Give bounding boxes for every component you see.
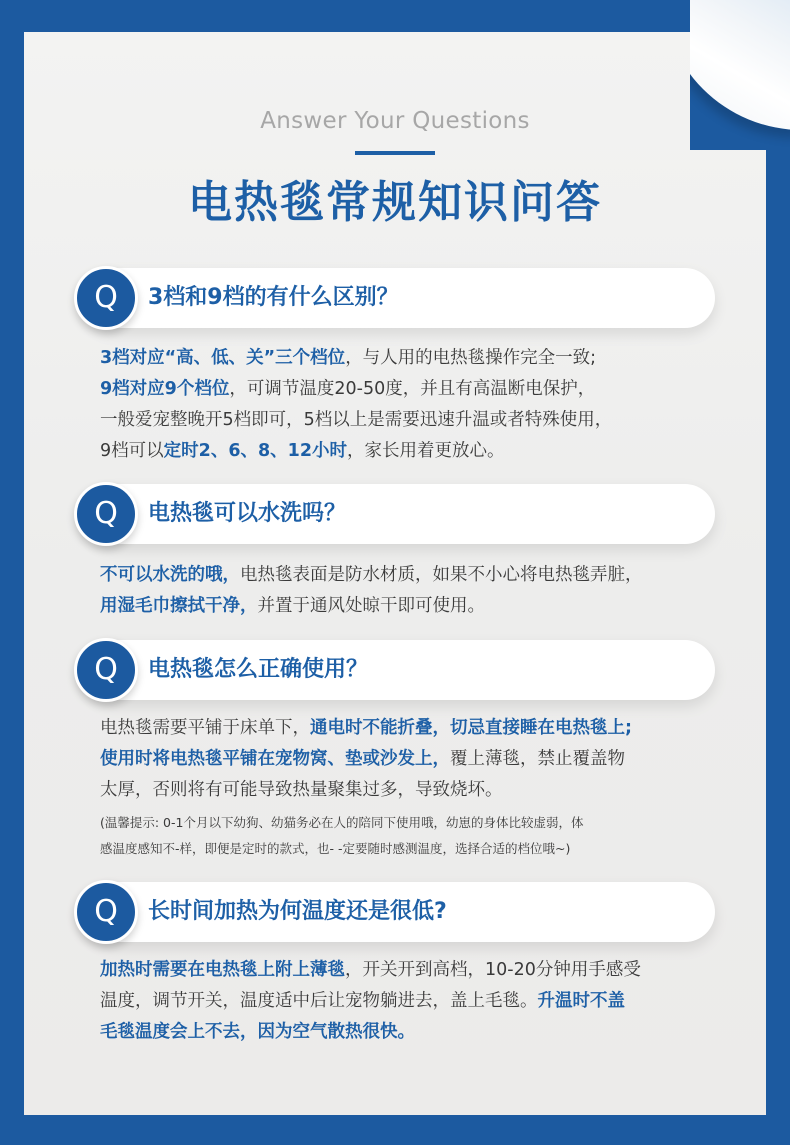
answer-text: 电热毯表面是防水材质，如果不小心将电热毯弄脏， <box>240 565 643 585</box>
answer-4 <box>100 955 740 1048</box>
answer-text: 并置于通风处晾干即可使用。 <box>257 596 485 616</box>
answer-text: ，可调节温度20-50度，并且有高温断电保护， <box>229 379 596 399</box>
answer-text: ，与人用的电热毯操作完全一致; <box>345 348 597 368</box>
answer-text: 温度，调节开关，温度适中后让宠物躺进去，盖上毛毯。 <box>100 991 538 1011</box>
answer-3 <box>100 713 740 862</box>
answer-highlight: 不可以水洗的哦， <box>100 565 240 585</box>
header-subtitle: Answer Your Questions <box>260 108 530 134</box>
answer-text: ，开关开到高档，10-20分钟用手感受 <box>345 960 641 980</box>
answer-2 <box>100 560 740 622</box>
answer-highlight: 毛毯温度会上不去，因为空气散热很快。 <box>100 1022 415 1042</box>
header-divider <box>355 151 435 155</box>
answer-highlight: 使用时将电热毯平铺在宠物窝、垫或沙发上， <box>100 749 450 769</box>
question-4-text: 长时间加热为何温度还是很低? <box>148 899 447 924</box>
answer-line <box>100 955 740 986</box>
q-badge-icon: Q <box>74 638 138 702</box>
answer-line <box>100 744 740 775</box>
answer-text: 9档可以 <box>100 441 164 461</box>
answer-line <box>100 1017 740 1048</box>
q-badge-icon: Q <box>74 266 138 330</box>
question-1-text: 3档和9档的有什么区别？ <box>148 285 399 310</box>
answer-line <box>100 374 740 405</box>
answer-highlight: 定时2、6、8、12小时 <box>163 441 348 461</box>
q-badge-icon: Q <box>74 880 138 944</box>
answer-line <box>100 591 740 622</box>
answer-text: 一般爱宠整晚开5档即可，5档以上是需要迅速升温或者特殊使用， <box>100 410 613 430</box>
answer-highlight: 通电时不能折叠，切忌直接睡在电热毯上; <box>310 718 632 738</box>
answer-text: ，家长用着更放心。 <box>347 441 505 461</box>
answer-highlight: 加热时需要在电热毯上附上薄毯 <box>100 960 345 980</box>
answer-line <box>100 986 740 1017</box>
answer-text: 太厚，否则将有可能导致热量聚集过多，导致烧坏。 <box>100 780 503 800</box>
q-badge-icon: Q <box>74 482 138 546</box>
answer-highlight: 3档对应“高、低、关”三个档位 <box>100 348 346 368</box>
answer-1 <box>100 343 740 467</box>
answer-line <box>100 343 740 374</box>
answer-highlight: 9档对应9个档位 <box>100 379 230 399</box>
answer-text: 电热毯需要平铺于床单下， <box>100 718 310 738</box>
answer-line <box>100 560 740 591</box>
question-2-text: 电热毯可以水洗吗？ <box>148 501 347 526</box>
answer-highlight: 升温时不盖 <box>537 991 625 1011</box>
page-title: 电热毯常规知识问答 <box>188 177 602 228</box>
answer-text: 覆上薄毯，禁止覆盖物 <box>450 749 625 769</box>
answer-line <box>100 775 740 806</box>
answer-line <box>100 436 740 467</box>
answer-line <box>100 713 740 744</box>
answer-highlight: 用湿毛巾擦拭干净， <box>100 596 258 616</box>
warm-tip-line: (温馨提示: 0-1个月以下幼狗、幼猫务必在人的陪同下使用哦，幼崽的身体比较虚弱，体 <box>100 815 584 830</box>
answer-line <box>100 405 740 436</box>
warm-tip-line: 感温度感知不-样，即便是定时的款式，也- -定要随时感测温度，选择合适的档位哦~) <box>100 841 571 856</box>
question-3-text: 电热毯怎么正确使用？ <box>148 657 369 682</box>
